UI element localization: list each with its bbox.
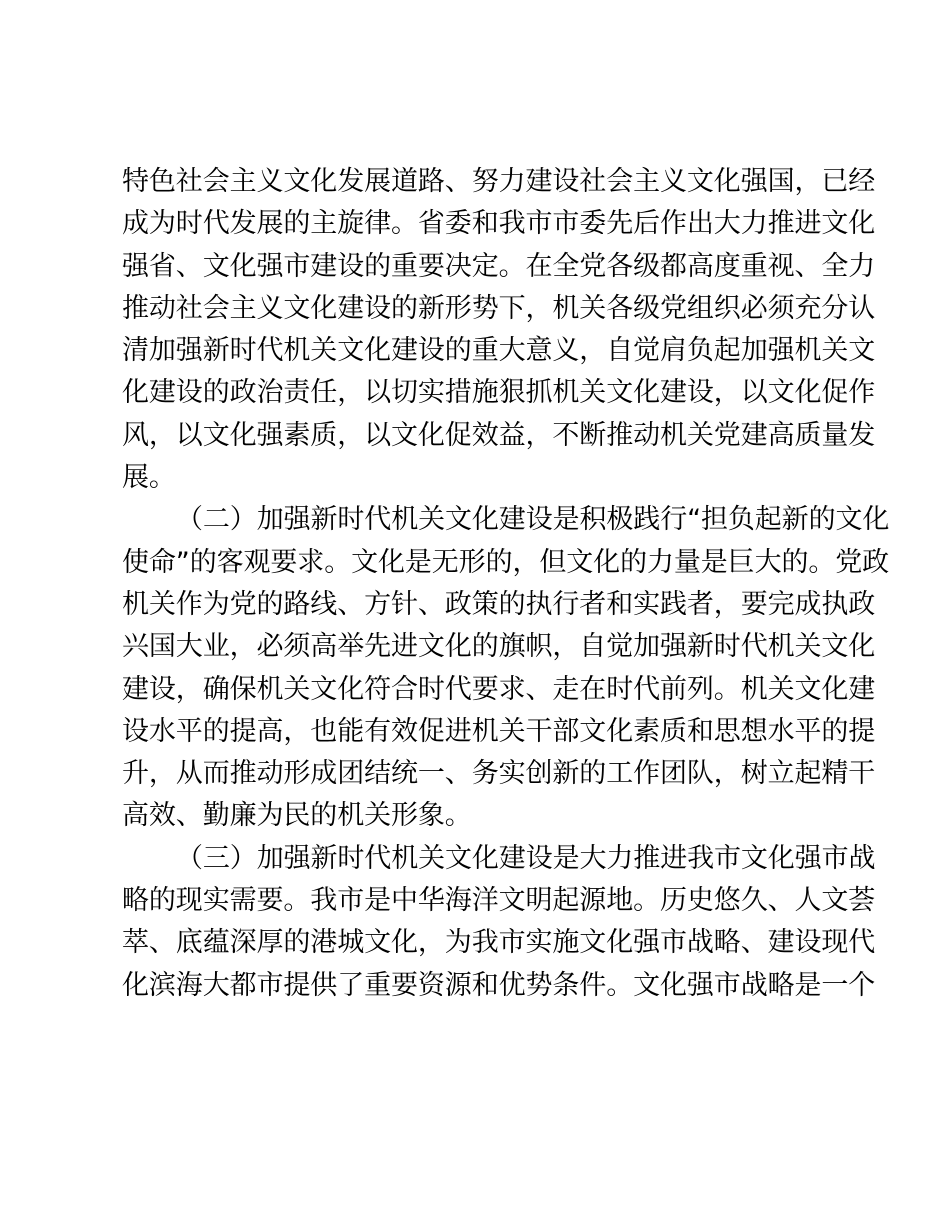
text-line: （三）加强新时代机关文化建设是大力推进我市文化强市战	[176, 842, 876, 874]
text-line: 高效、勤廉为民的机关形象。	[122, 800, 472, 832]
text-line: 建设，确保机关文化符合时代要求、走在时代前列。机关文化建	[122, 673, 876, 705]
text-line: 升，从而推动形成团结统一、务实创新的工作团队，树立起精干	[122, 758, 876, 790]
paragraph-3	[122, 838, 876, 1007]
text-line: 展。	[122, 462, 176, 494]
text-line: 兴国大业，必须高举先进文化的旗帜，自觉加强新时代机关文化	[122, 631, 876, 663]
text-line: 推动社会主义文化建设的新形势下，机关各级党组织必须充分认	[122, 292, 876, 324]
text-line: 设水平的提高，也能有效促进机关干部文化素质和思想水平的提	[122, 715, 876, 747]
text-line: 萃、底蕴深厚的港城文化，为我市实施文化强市战略、建设现代	[122, 927, 876, 959]
paragraph-1	[122, 161, 876, 499]
text-line: 化滨海大都市提供了重要资源和优势条件。文化强市战略是一个	[122, 969, 876, 1001]
document-body	[122, 161, 890, 1007]
text-line: 风，以文化强素质，以文化促效益，不断推动机关党建高质量发	[122, 419, 876, 451]
text-line: 成为时代发展的主旋律。省委和我市市委先后作出大力推进文化	[122, 208, 876, 240]
text-line: 使命”的客观要求。文化是无形的，但文化的力量是巨大的。党政	[122, 546, 890, 578]
text-line: 机关作为党的路线、方针、政策的执行者和实践者，要完成执政	[122, 588, 876, 620]
text-line: 化建设的政治责任，以切实措施狠抓机关文化建设，以文化促作	[122, 377, 876, 409]
text-line: 略的现实需要。我市是中华海洋文明起源地。历史悠久、人文荟	[122, 885, 876, 917]
paragraph-2	[122, 499, 890, 837]
text-line: 特色社会主义文化发展道路、努力建设社会主义文化强国，已经	[122, 166, 876, 197]
text-line: 清加强新时代机关文化建设的重大意义，自觉肩负起加强机关文	[122, 335, 876, 367]
text-line: （二）加强新时代机关文化建设是积极践行“担负起新的文化	[176, 504, 890, 536]
text-line: 强省、文化强市建设的重要决定。在全党各级都高度重视、全力	[122, 250, 876, 282]
